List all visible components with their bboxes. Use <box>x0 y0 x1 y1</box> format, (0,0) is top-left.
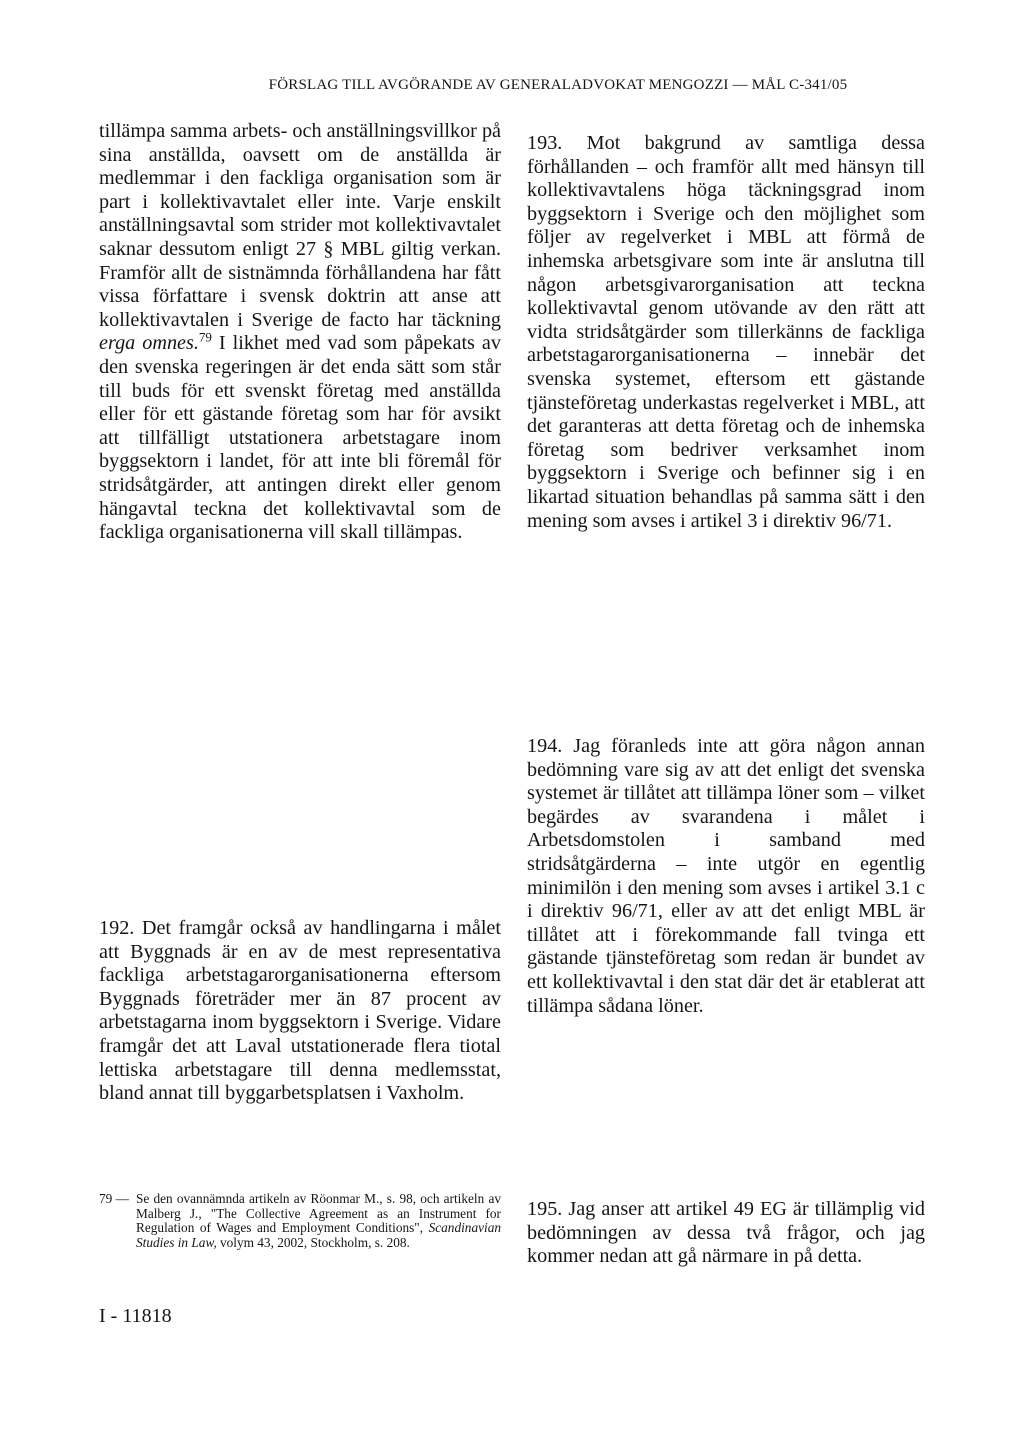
paragraph-text: Det framgår också av handlingarna i målet att Byggnads är en av de mest representativa fackliga arbetstagarorganisationerna eftersom Byggnads företräder mer än 87 procent av arbetstagarna inom byggsektorn i Sverige. Vidare framgår det att Laval utstationerade flera tiotal lettiska arbetstagare till denna medlemsstat, bland annat till byggarbetsplatsen i Vaxholm. <box>99 917 501 1105</box>
paragraph-text: Jag föranleds inte att göra någon annan bedömning vare sig av att det enligt det svenska systemet är tillåtet att tillämpa löner som – vilket begärdes av svarandena i målet i Arbetsdomstolen i samband med stridsåtgärderna – inte utgör en egentlig minimilön i den mening som avses i artikel 3.1 c i direktiv 96/71, eller av att det enligt MBL är tillåtet att i förekommande fall tvinga ett gästande tjänsteföretag som redan är bundet av ett kollektivavtal i den stat där det är etablerat att tillämpa sådana löner. <box>527 735 925 1017</box>
paragraph-number: 195. <box>527 1198 563 1220</box>
paragraph-text: Jag anser att artikel 49 EG är tillämplig vid bedömningen av dessa två frågor, och jag kommer nedan att gå närmare in på detta. <box>527 1198 925 1268</box>
page-number: I - 11818 <box>99 1305 172 1327</box>
paragraph-number: 192. <box>99 917 135 939</box>
paragraph-195 <box>527 1198 925 1269</box>
footnote-journal-title: Scandinavian Studies in Law, <box>136 1220 501 1250</box>
paragraph-text: Mot bakgrund av samtliga dessa förhållanden – och framför allt med hänsyn till kollektivavtalens höga täckningsgrad inom byggsektorn i Sverige och den möjlighet som följer av regelverket i MBL att förmå de inhemska arbetsgivare som inte är anslutna till någon arbetsgivarorganisation att teckna kollektivavtal genom utövande av den rätt att vidta stridsåtgärder som tillerkänns de fackliga arbetstagarorganisationerna – innebär det svenska systemet, eftersom ett gästande tjänsteföretag underkastas regelverket i MBL, att det garanteras att detta företag och de inhemska företag som bedriver verksamhet inom byggsektorn i Sverige och befinner sig i en likartad situation behandlas på samma sätt i den mening som avses i artikel 3 i direktiv 96/71. <box>527 132 925 532</box>
paragraph-193 <box>527 132 925 533</box>
footnote-number: 79 — <box>99 1191 129 1206</box>
footnote-text-part: volym 43, 2002, Stockholm, s. 208. <box>216 1234 410 1250</box>
footnote-79 <box>99 1192 501 1250</box>
paragraph-194 <box>527 735 925 1018</box>
paragraph-191-continuation <box>99 120 501 545</box>
paragraph-192 <box>99 917 501 1106</box>
paragraph-number: 194. <box>527 735 563 757</box>
running-header: FÖRSLAG TILL AVGÖRANDE AV GENERALADVOKAT MENGOZZI — MÅL C-341/05 <box>268 77 848 93</box>
paragraph-text: tillämpa samma arbets- och anställningsvillkor på sina anställda, oavsett om de anställda är medlemmar i den fackliga organisation som är part i kollektivavtalet eller inte. Varje enskilt anställningsavtal som strider mot kollektivavtalet saknar dessutom enligt 27 § MBL giltig verkan. Framför allt de sistnämnda förhållandena har fått vissa författare i svensk doktrin att anse att kollektivavtalen i Sverige de facto har täckning <box>99 120 501 331</box>
footnote-text <box>136 1192 501 1250</box>
footnote-text-part: Se den ovannämnda artikeln av Röonmar M., s. 98, och artikeln av Malberg J., "The Collective Agreement as an Instrument for Regulation of Wages and Employment Conditions", <box>136 1191 501 1236</box>
paragraph-number: 193. <box>527 132 563 154</box>
footnote-reference[interactable]: 79 <box>198 329 212 345</box>
paragraph-text: I likhet med vad som påpekats av den svenska regeringen är det enda sätt som står till buds för ett svenskt företag med anställda eller för ett gästande företag som har för avsikt att tillfälligt utstationera arbetstagare inom byggsektorn i landet, för att inte bli föremål för stridsåtgärder, att antingen direkt eller genom hängavtal teckna det kollektivavtal som de fackliga organisationerna vill skall tillämpas. <box>99 332 501 544</box>
italic-term: erga omnes. <box>99 332 199 355</box>
